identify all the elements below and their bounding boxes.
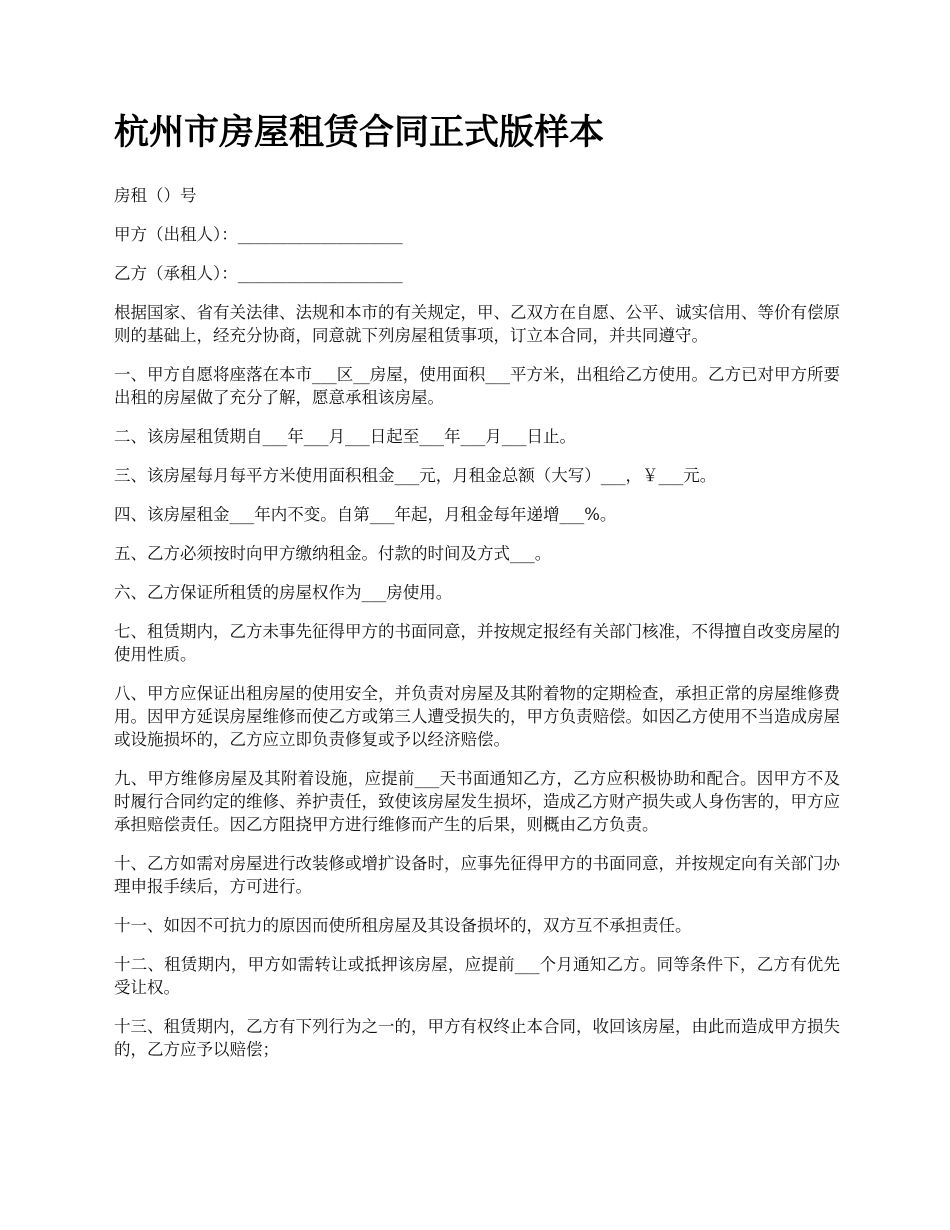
clause-12: 十二、租赁期内，甲方如需转让或抵押该房屋，应提前___个月通知乙方。同等条件下，乙方有优先受让权。 (114, 955, 840, 997)
clause-3: 三、该房屋每月每平方米使用面积租金___元，月租金总额（大写）___，￥___元。 (114, 466, 717, 485)
clause-6: 六、乙方保证所租赁的房屋权作为___房使用。 (114, 583, 453, 602)
clause-7: 七、租赁期内，乙方未事先征得甲方的书面同意，并按规定报经有关部门核准，不得擅自改变房屋的使用性质。 (114, 622, 840, 664)
document-page (114, 112, 840, 1077)
document-title: 杭州市房屋租赁合同正式版样本 (114, 113, 605, 153)
clause-2: 二、该房屋租赁期自___年___月___日起至___年___月___日止。 (114, 427, 576, 446)
party-a-line: 甲方（出租人）：____________________ (114, 225, 403, 244)
clause-4: 四、该房屋租金___年内不变。自第___年起，月租金每年递增___%。 (114, 505, 617, 524)
clause-8: 八、甲方应保证出租房屋的使用安全，并负责对房屋及其附着物的定期检查，承担正常的房屋维修费用。因甲方延误房屋维修而使乙方或第三人遭受损失的，甲方负责赔偿。如因乙方使用不当造成房屋或设施损坏的，乙方应立即负责修复或予以经济赔偿。 (114, 684, 840, 749)
clause-1: 一、甲方自愿将座落在本市___区__房屋，使用面积___平方米，出租给乙方使用。乙方已对甲方所要出租的房屋做了充分了解，愿意承租该房屋。 (114, 365, 840, 407)
party-b-line: 乙方（承租人）：____________________ (114, 264, 403, 283)
clause-11: 十一、如因不可抗力的原因而使所租房屋及其设备损坏的，双方互不承担责任。 (114, 916, 692, 935)
clause-9: 九、甲方维修房屋及其附着设施，应提前___天书面通知乙方，乙方应积极协助和配合。因甲方不及时履行合同约定的维修、养护责任，致使该房屋发生损坏，造成乙方财产损失或人身伤害的，甲方应承担赔偿责任。因乙方阻挠甲方进行维修而产生的后果，则概由乙方负责。 (114, 769, 840, 834)
clause-5: 五、乙方必须按时向甲方缴纳租金。付款的时间及方式___。 (114, 544, 552, 563)
preamble-paragraph: 根据国家、省有关法律、法规和本市的有关规定，甲、乙双方在自愿、公平、诚实信用、等价有偿原则的基础上，经充分协商，同意就下列房屋租赁事项，订立本合同，并共同遵守。 (114, 303, 840, 345)
clause-10: 十、乙方如需对房屋进行改装修或增扩设备时，应事先征得甲方的书面同意，并按规定向有关部门办理申报手续后，方可进行。 (114, 854, 840, 896)
clause-13: 十三、租赁期内，乙方有下列行为之一的，甲方有权终止本合同，收回该房屋，由此而造成甲方损失的，乙方应予以赔偿； (114, 1017, 840, 1059)
contract-number: 房租（）号 (114, 186, 197, 205)
